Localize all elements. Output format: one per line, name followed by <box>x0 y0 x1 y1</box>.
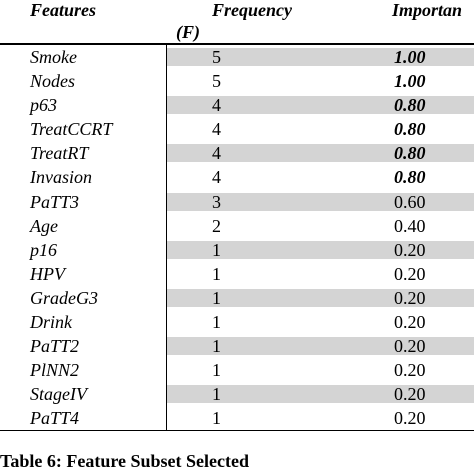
feature-cell: Nodes <box>30 71 75 92</box>
frequency-cell: 4 <box>212 119 221 140</box>
feature-cell: PaTT2 <box>30 336 80 357</box>
feature-cell: TreatCCRT <box>30 119 113 140</box>
frequency-cell: 1 <box>212 287 221 308</box>
table-row <box>0 141 474 165</box>
table-row <box>0 165 474 189</box>
frequency-cell: 2 <box>212 215 221 236</box>
importance-cell: 0.20 <box>394 287 426 308</box>
importance-cell: 0.40 <box>394 215 426 236</box>
frequency-cell: 1 <box>212 384 221 405</box>
importance-cell: 0.20 <box>394 408 426 429</box>
table-row <box>0 334 474 358</box>
table-row <box>0 214 474 238</box>
importance-cell: 0.20 <box>394 239 426 260</box>
frequency-cell: 1 <box>212 336 221 357</box>
table-row <box>0 310 474 334</box>
frequency-cell: 5 <box>212 47 221 67</box>
feature-cell: PlNN2 <box>30 360 80 381</box>
feature-cell: HPV <box>30 263 65 284</box>
feature-cell: GradeG3 <box>30 287 98 308</box>
importance-cell: 0.20 <box>394 336 426 357</box>
feature-cell: Drink <box>30 312 72 333</box>
importance-cell: 0.80 <box>394 143 426 164</box>
table-body <box>0 45 474 431</box>
feature-cell: Smoke <box>30 47 77 67</box>
frequency-cell: 1 <box>212 263 221 284</box>
importance-cell: 0.80 <box>394 95 426 116</box>
frequency-cell: 1 <box>212 360 221 381</box>
table-row <box>0 406 474 430</box>
header-frequency: Frequency <box>212 0 292 20</box>
feature-cell: p16 <box>30 239 57 260</box>
feature-cell: PaTT3 <box>30 191 80 212</box>
importance-cell: 0.80 <box>394 119 426 140</box>
table-row <box>0 93 474 117</box>
table-row <box>0 69 474 93</box>
feature-cell: Age <box>30 215 58 236</box>
table-row <box>0 238 474 262</box>
header-features: Features <box>30 0 97 20</box>
table-row <box>0 117 474 141</box>
importance-cell: 0.20 <box>394 263 426 284</box>
frequency-cell: 5 <box>212 71 221 92</box>
table-row <box>0 262 474 286</box>
feature-cell: TreatRT <box>30 143 89 164</box>
frequency-cell: 3 <box>212 191 221 212</box>
bottom-rule <box>0 430 474 431</box>
table-row <box>0 358 474 382</box>
importance-cell: 0.80 <box>394 167 426 188</box>
feature-cell: Invasion <box>30 167 92 188</box>
importance-cell: 0.20 <box>394 312 426 333</box>
frequency-cell: 4 <box>212 167 221 188</box>
importance-cell: 0.20 <box>394 360 426 381</box>
table-caption: Table 6: Feature Subset Selected <box>0 451 249 471</box>
importance-cell: 1.00 <box>394 71 426 92</box>
importance-cell: 1.00 <box>394 47 426 67</box>
frequency-cell: 1 <box>212 408 221 429</box>
frequency-cell: 4 <box>212 143 221 164</box>
header-importance: Importan <box>392 0 463 20</box>
frequency-cell: 1 <box>212 239 221 260</box>
frequency-cell: 1 <box>212 312 221 333</box>
header-frequency-symbol: (F) <box>176 22 200 42</box>
table-row <box>0 286 474 310</box>
frequency-cell: 4 <box>212 95 221 116</box>
table-row <box>0 45 474 69</box>
importance-cell: 0.20 <box>394 384 426 405</box>
importance-cell: 0.60 <box>394 191 426 212</box>
table-row <box>0 190 474 214</box>
table-row <box>0 382 474 406</box>
feature-cell: p63 <box>30 95 57 116</box>
feature-cell: PaTT4 <box>30 408 80 429</box>
feature-cell: StageIV <box>30 384 87 405</box>
